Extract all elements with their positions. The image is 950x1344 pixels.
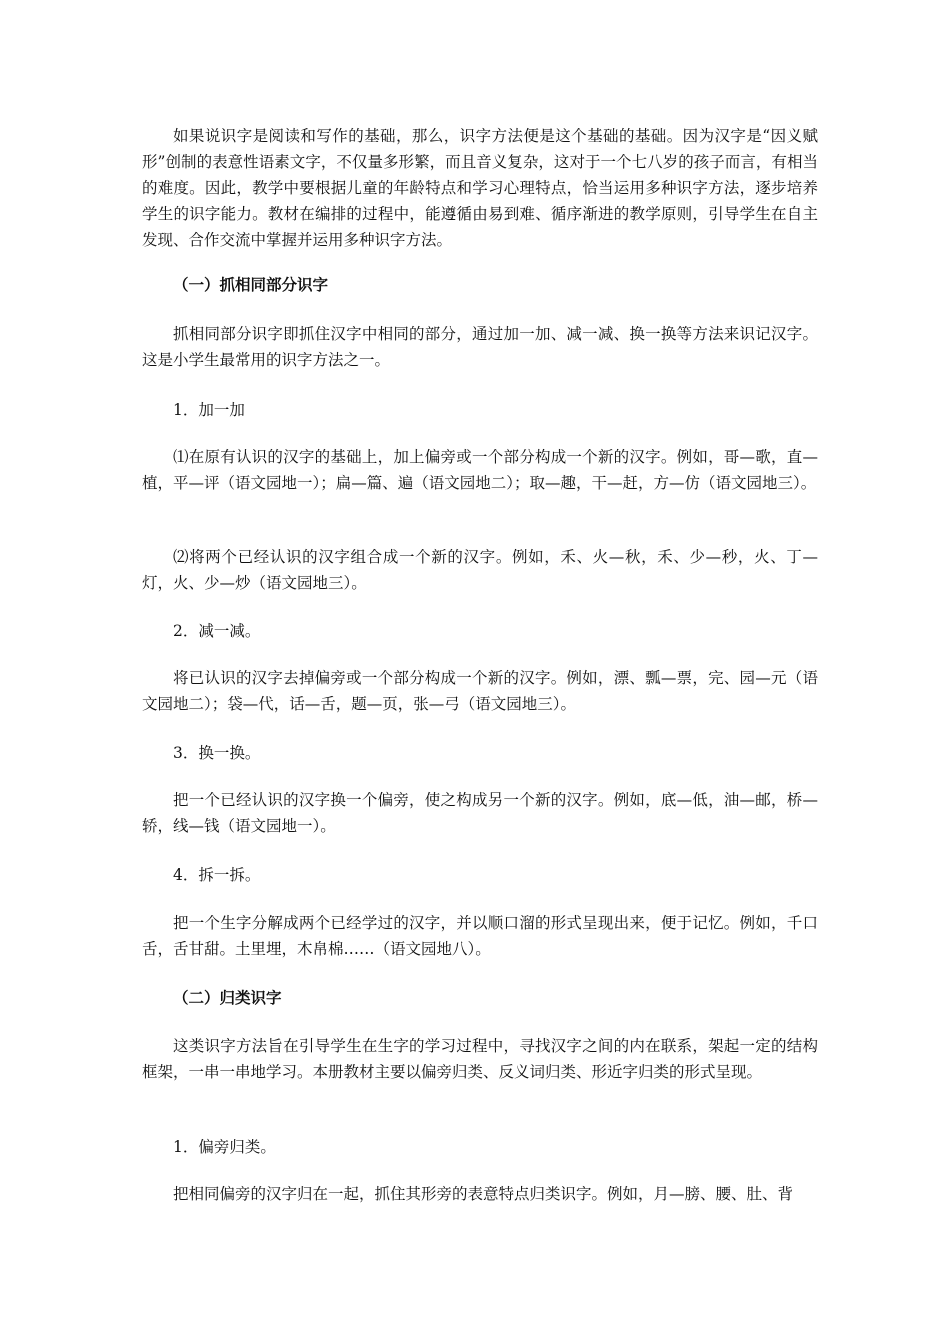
item-add-paragraph-1: ⑴在原有认识的汉字的基础上，加上偏旁或一个部分构成一个新的汉字。例如，哥—歌，直—植，平—评（语文园地一）；扁—篇、遍（语文园地二）；取—趣，干—赶，方—仿（语文园地三）。 [142, 448, 818, 492]
section1-paragraph: 抓相同部分识字即抓住汉字中相同的部分，通过加一加、减一减、换一换等方法来识记汉字。这是小学生最常用的识字方法之一。 [142, 325, 818, 369]
item-swap-title: 3．换一换。 [173, 744, 261, 762]
section-heading-same-parts: （一）抓相同部分识字 [173, 276, 329, 294]
item-subtract-paragraph: 将已认识的汉字去掉偏旁或一个部分构成一个新的汉字。例如，漂、瓢—票，完、园—元（语文园地二）；袋—代，话—舌，题—页，张—弓（语文园地三）。 [142, 669, 818, 713]
item-swap-paragraph: 把一个已经认识的汉字换一个偏旁，使之构成另一个新的汉字。例如，底—低，油—邮，桥—轿，线—钱（语文园地一）。 [142, 791, 818, 835]
item-radical-title: 1．偏旁归类。 [173, 1138, 276, 1156]
item-subtract-title: 2．减一减。 [173, 622, 261, 640]
item-radical-paragraph: 把相同偏旁的汉字归在一起，抓住其形旁的表意特点归类识字。例如，月—膀、腰、肚、背 [173, 1185, 794, 1203]
item-split-paragraph: 把一个生字分解成两个已经学过的汉字，并以顺口溜的形式呈现出来，便于记忆。例如，千口舌，舌甘甜。土里埋，木帛棉……（语文园地八）。 [142, 914, 818, 958]
item-add-paragraph-2: ⑵将两个已经认识的汉字组合成一个新的汉字。例如，禾、火—秋，禾、少—秒，火、丁—灯，火、少—炒（语文园地三）。 [142, 548, 818, 592]
item-split-title: 4．拆一拆。 [173, 866, 261, 884]
section2-paragraph: 这类识字方法旨在引导学生在生字的学习过程中，寻找汉字之间的内在联系，架起一定的结构框架，一串一串地学习。本册教材主要以偏旁归类、反义词归类、形近字归类的形式呈现。 [142, 1037, 818, 1081]
item-add-title: 1．加一加 [173, 401, 245, 419]
section-heading-categorize: （二）归类识字 [173, 989, 282, 1007]
intro-paragraph: 如果说识字是阅读和写作的基础，那么，识字方法便是这个基础的基础。因为汉字是“因义赋形”创制的表意性语素文字，不仅量多形繁，而且音义复杂，这对于一个七八岁的孩子而言，有相当的难度。因此，教学中要根据儿童的年龄特点和学习心理特点，恰当运用多种识字方法，逐步培养学生的识字能力。教材在编排的过程中，能遵循由易到难、循序渐进的教学原则，引导学生在自主发现、合作交流中掌握并运用多种识字方法。 [142, 127, 818, 249]
